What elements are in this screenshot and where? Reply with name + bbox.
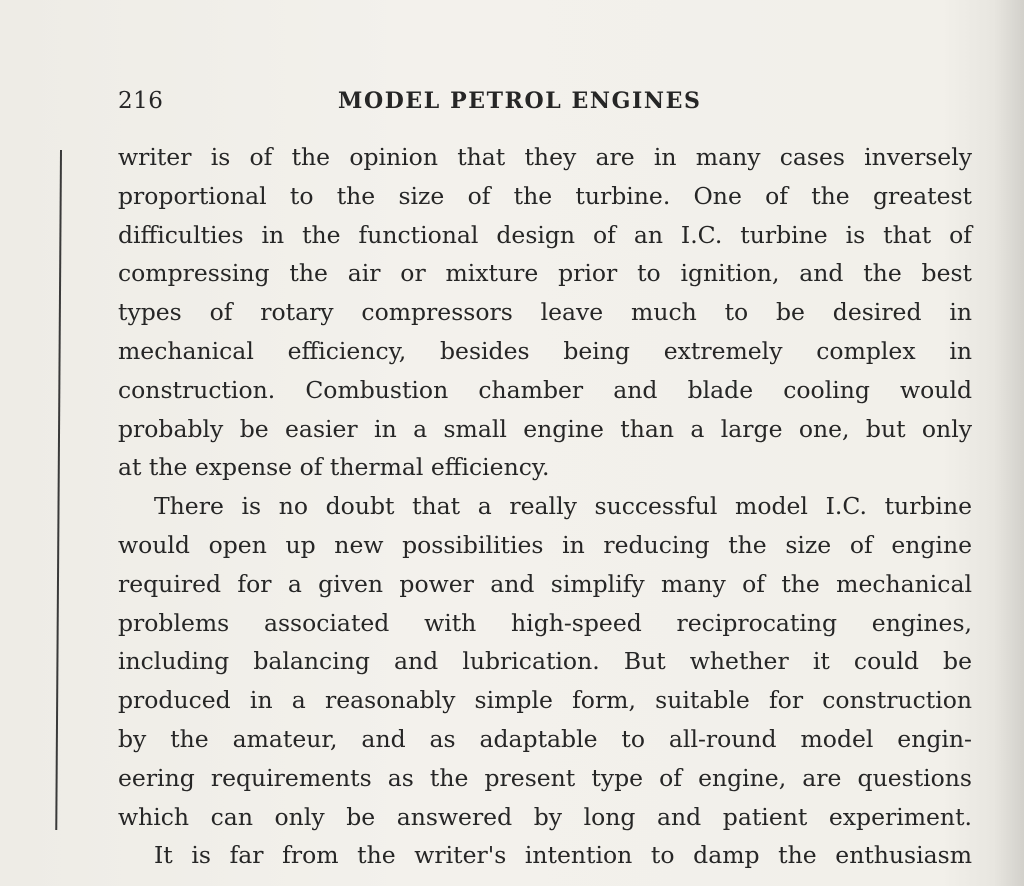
text-line: writer is of the opinion that they are in many cases inversely — [118, 143, 972, 171]
text-line: would open up new possibilities in reducing the size of engine — [118, 530, 972, 559]
text-line: probably be easier in a small engine than a large one, but only — [118, 414, 972, 443]
text-line: by the amateur, and as adaptable to all-round model engin- — [118, 724, 972, 753]
page-number: 216 — [118, 88, 164, 114]
text-line: problems associated with high-speed reciprocating engines, — [118, 608, 972, 637]
text-line: required for a given power and simplify many of the mechanical — [118, 569, 972, 598]
margin-pencil-line — [55, 150, 62, 830]
running-head: MODEL PETROL ENGINES — [338, 88, 702, 114]
text-line: construction. Combustion chamber and blade cooling would — [118, 375, 972, 404]
text-line: mechanical efficiency, besides being extremely complex in — [118, 336, 972, 365]
text-line: difficulties in the functional design of an I.C. turbine is that of — [118, 220, 972, 249]
text-line: types of rotary compressors leave much to be desired in — [118, 298, 972, 327]
text-line: including balancing and lubrication. But whether it could be — [118, 647, 972, 676]
text-line: at the expense of thermal efficiency. — [118, 453, 550, 482]
text-line: which can only be answered by long and patient experiment. — [118, 802, 972, 831]
text-line: It is far from the writer's intention to damp the enthusiasm — [154, 841, 972, 870]
text-line: compressing the air or mixture prior to ignition, and the best — [118, 259, 972, 288]
body-text — [118, 138, 972, 875]
text-line: produced in a reasonably simple form, suitable for construction — [118, 686, 972, 715]
page-edge-shadow — [994, 0, 1024, 886]
text-line: There is no doubt that a really successful model I.C. turbine — [154, 492, 972, 521]
page-header — [118, 88, 972, 122]
text-line: proportional to the size of the turbine. One of the greatest — [118, 181, 972, 210]
text-line: eering requirements as the present type of engine, are questions — [118, 763, 972, 792]
